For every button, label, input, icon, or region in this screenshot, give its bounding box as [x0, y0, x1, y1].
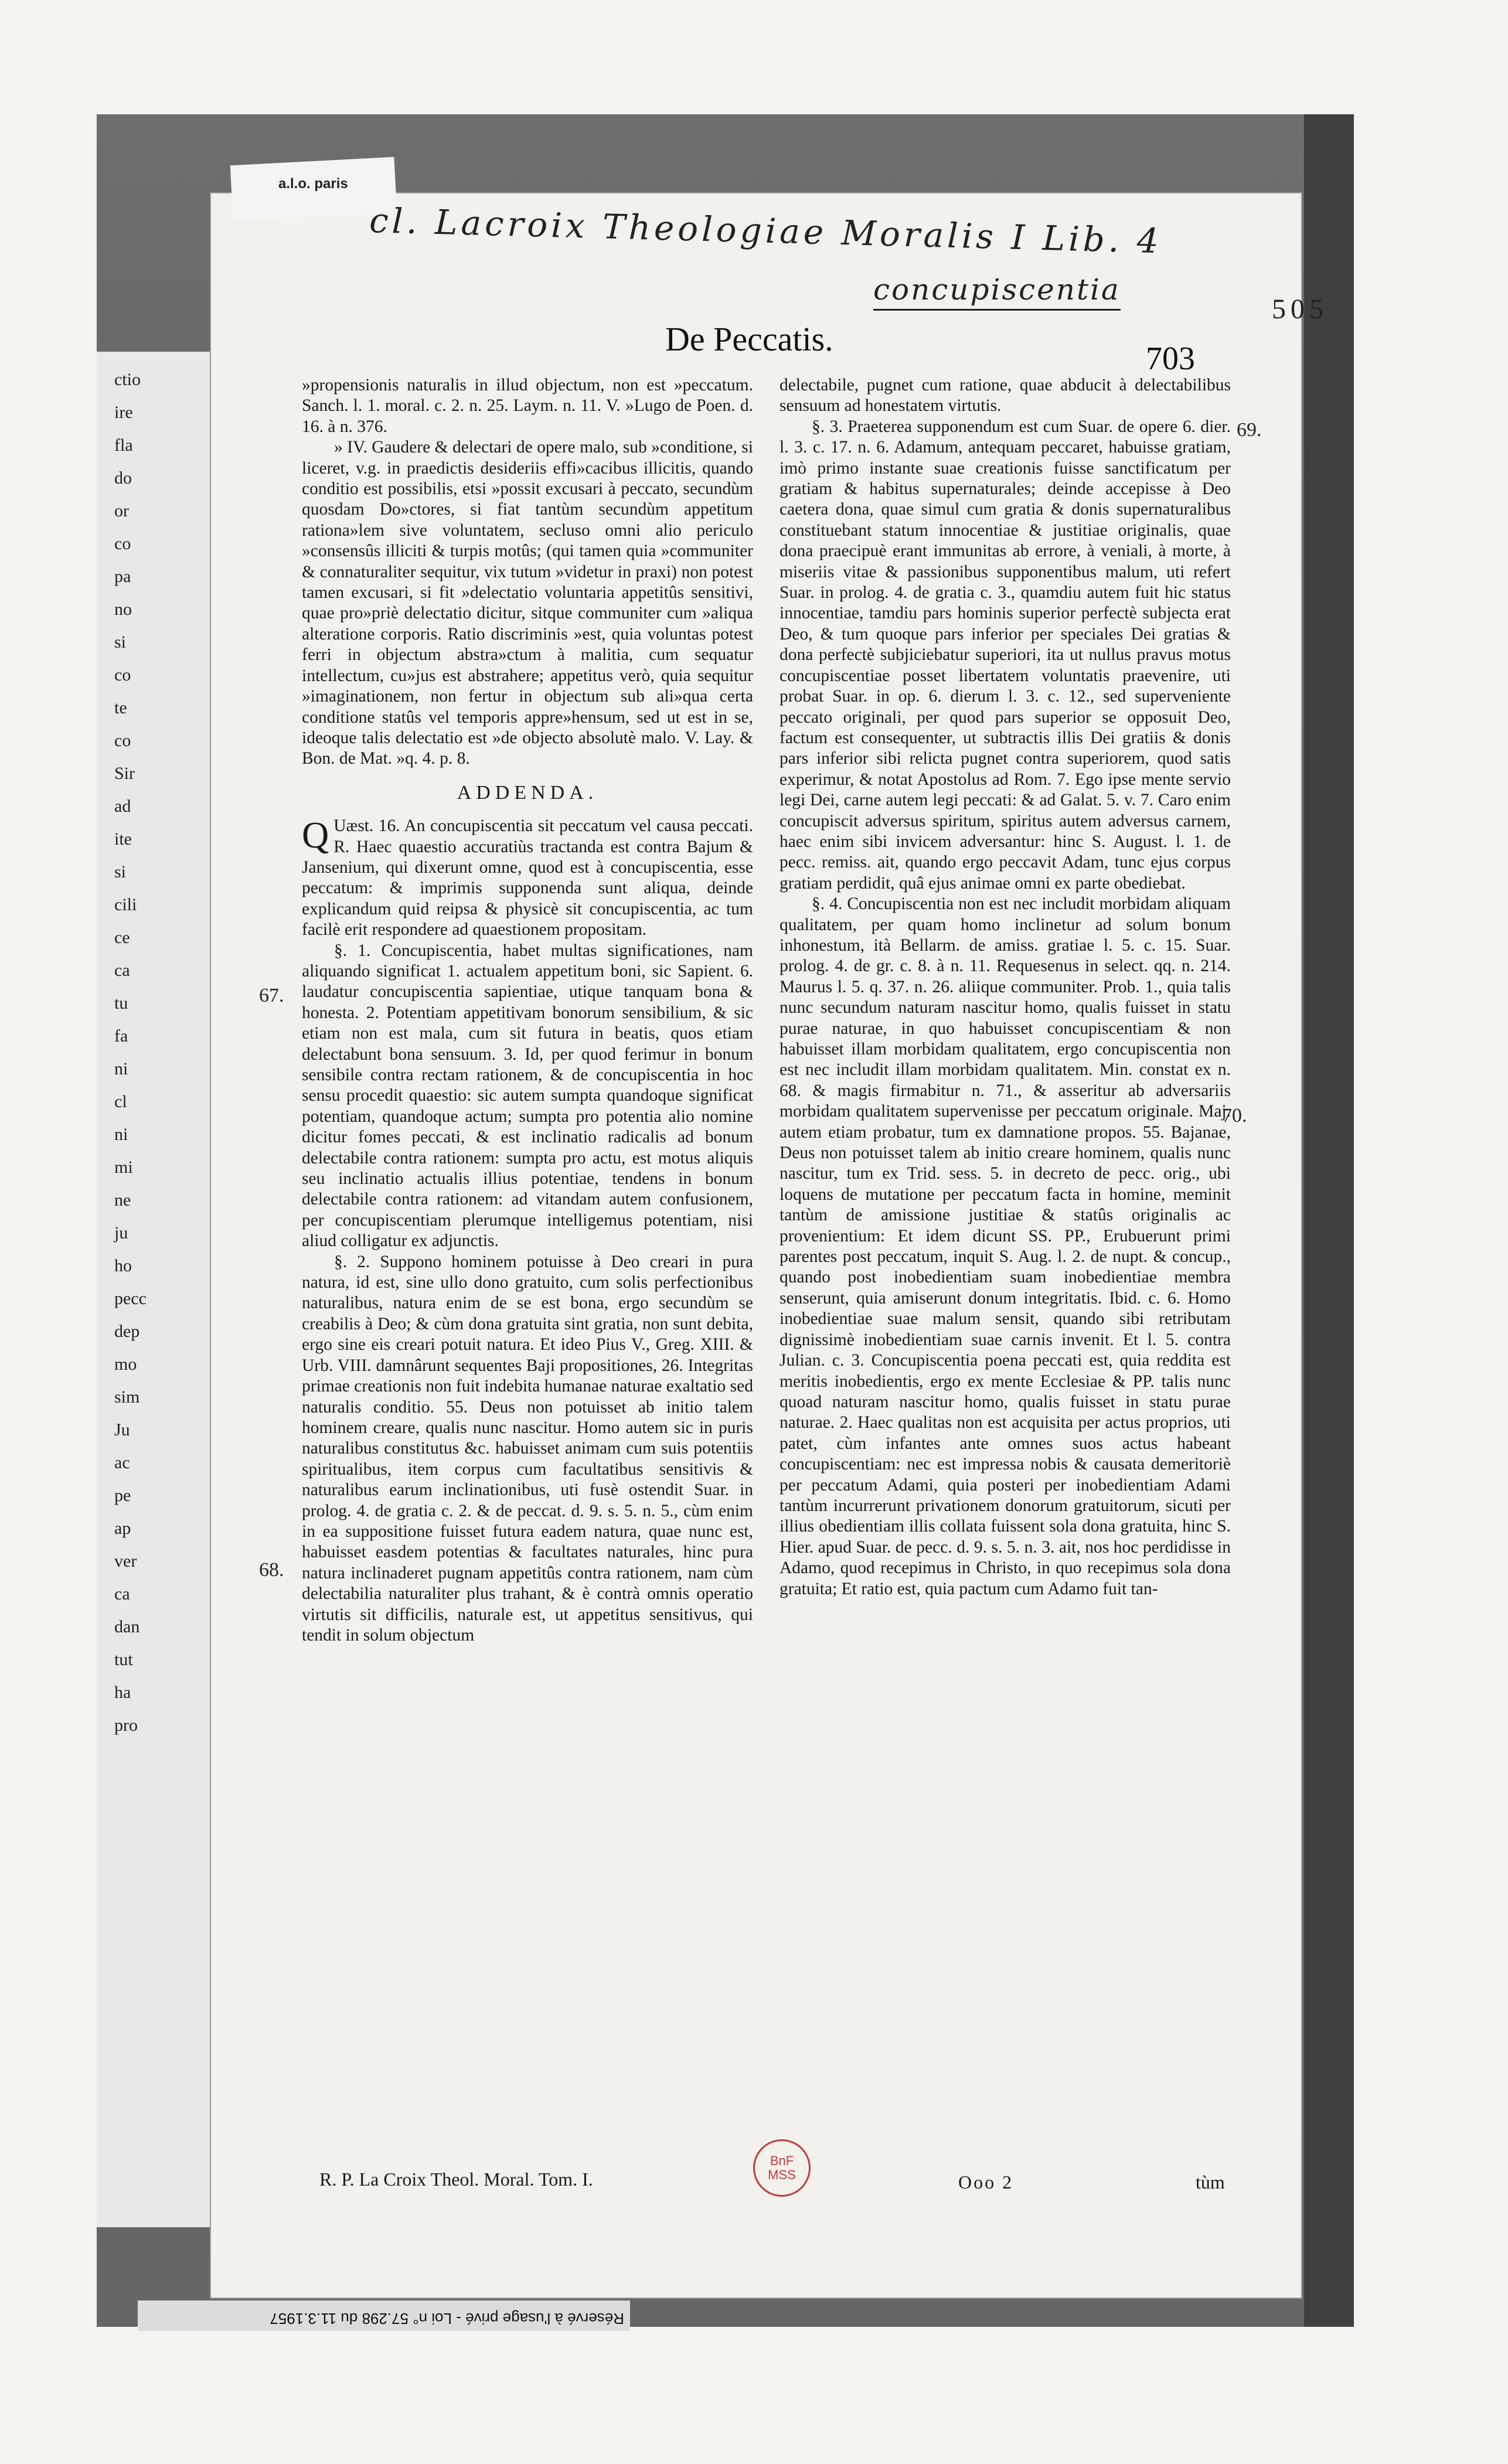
- strip-word: no: [114, 600, 132, 619]
- paragraph-question: [302, 816, 753, 940]
- paragraph: §. 4. Concupiscentia non est nec includit morbidam aliquam qualitatem, per quam homo inclinetur ad solum bonum inhonestum, ità Bellarm. de amiss. gratiae l. 5. c. 15. Suar. prolog. 4. de gr. c. 8. à n. 11. Requesenus in select. qq. n. 214. Maurus l. 5. q. 37. n. 26. aliique communiter. Prob. 1., quia talis nunc secundum naturam nascitur homo, qualis fuisset in statu purae naturae, in quo habuisset concupiscentiam & non habuisset illam morbidam qualitatem, ergo concupiscentia non est nec includit illam morbidam qualitatem. Min. constat ex n. 68. & magis firmabitur n. 71., & asseritur ab adversariis morbidam qualitatem supervenisse per peccatum originale. Maj. autem etiam probatur, tum ex damnatione propos. 55. Bajanae, Deus non potuisset talem ab initio creare hominem, qualis nunc nascitur, tum ex Trid. sess. 5. in decreto de pecc. orig., ubi loquens de mutatione per peccatum facta in homine, meminit tantùm de amissione justitiae & statûs originalis ac provenientium: Et idem dicunt SS. PP., Erubuerunt primi parentes post peccatum, inquit S. Aug. l. 2. de nupt. & concup., quando post inobedientiam suam inobedientiae membra senserunt, quia amiserunt donum integritatis. Ibid. c. 6. Homo inobedientiae suae malum sensit, quando sibi retributam dignissimè inobedientiam suae carnis invenit. Et l. 5. contra Julian. c. 3. Concupiscentia poena peccati est, quia reddita est meritis inobedientis, ergo ex mente Ecclesiae & PP. talis nunc quoad naturam nascitur homo, qualis fuisset in statu purae naturae. 2. Haec qualitas non est acquisita per actus proprios, uti patet, cùm infantes ante omnes suos actus habeant concupiscentiam: nec est impressa nobis & causata demeritoriè per peccatum Adami, quia posteri per inobedientiam Adami tantùm incurrerunt privationem donorum gratuitorum, sicuti per illius obedientiam illis collata fuissent sola dona gratuita, hinc S. Hier. apud Suar. de pecc. d. 9. s. 5. n. 3. ait, nos hoc perdidisse in Adamo, quod recepimus in Christo, in quo recepimus sola dona gratuita; Et ratio est, quia pactum cum Adamo fuit tan-: [779, 894, 1231, 1598]
- margin-number: 68.: [259, 1559, 284, 1581]
- strip-word: co: [114, 731, 131, 750]
- strip-word: tu: [114, 993, 128, 1013]
- strip-word: pecc: [114, 1289, 147, 1308]
- strip-word: Sir: [114, 764, 135, 783]
- drop-cap: Q: [302, 814, 329, 856]
- strip-word: tut: [114, 1650, 133, 1669]
- strip-word: te: [114, 698, 127, 717]
- strip-word: dan: [114, 1617, 140, 1636]
- handwritten-note: cl. Lacroix Theologiae Moralis I Lib. 4: [369, 200, 1163, 261]
- photocopy-right-edge: [1304, 114, 1354, 2327]
- paragraph: delectabile, pugnet cum ratione, quae abducit à delectabilibus sensuum ad honestatem virtutis.: [779, 376, 1231, 416]
- handwritten-subject: concupiscentia: [873, 273, 1121, 311]
- strip-word: mo: [114, 1354, 137, 1374]
- strip-word: si: [114, 632, 127, 652]
- paragraph: »propensionis naturalis in illud objectum, non est »peccatum. Sanch. l. 1. moral. c. 2. n. 25. Laym. n. 11. V. »Lugo de Poen. d. 16. à n. 376.: [302, 376, 753, 436]
- strip-word: ap: [114, 1519, 131, 1538]
- strip-word: sim: [114, 1387, 140, 1407]
- paragraph: §. 2. Suppono hominem potuisse à Deo creari in pura natura, id est, sine ullo dono gratuito, cum solis perfectionibus naturalibus, natura enim de se est bona, ergo secundùm se creabilis à Deo; & cùm dona gratuita sint gratia, non sunt debita, ergo sine eis creari potuit natura. Et ideo Pius V., Greg. XIII. & Urb. VIII. damnârunt sequentes Baji propositiones, 26. Integritas primae creationis non fuit indebita humanae naturae exaltatio sed naturalis conditio. 55. Deus non potuisset ab initio talem hominem creare, qualis nunc nascitur. Homo autem sic in puris naturalibus constitutus &c. habuisset animam cum suis potentiis spiritualibus, item corpus cum facultatibus sensitivis & naturalibus earum inclinationibus, uti fusè ostendit Suar. in prolog. 4. de gratia c. 2. & de peccat. d. 9. s. 5. n. 5., cùm enim in ea suppositione fuisset futura eadem natura, quae nunc est, habuisset easdem potentias & facultates naturales, hinc pura natura inclinaderet pugnam appetitûs contra rationem, nam cùm delectabilia naturaliter plus trahant, & è contrà omnis operatio virtutis sit difficilis, naturale est, ut appetitus sensitivus, qui tendit in solum objectum: [302, 1252, 753, 1645]
- reproduction-notice: Réservé à l'usage privé - Loi n° 57.298 du 11.3.1957: [138, 2300, 630, 2331]
- strip-word: ju: [114, 1223, 128, 1243]
- margin-number: 67.: [259, 985, 284, 1006]
- tab-label: a.l.o. paris: [278, 176, 348, 192]
- stamp-line1: BnF: [770, 2153, 794, 2168]
- strip-word: ca: [114, 1584, 130, 1604]
- strip-word: Ju: [114, 1420, 130, 1439]
- strip-word: fa: [114, 1026, 128, 1046]
- page-number: 703: [1146, 341, 1195, 377]
- margin-number: 70.: [1222, 1105, 1247, 1127]
- strip-word: ctio: [114, 370, 141, 389]
- library-stamp: [753, 2139, 811, 2197]
- strip-word: ce: [114, 928, 130, 947]
- strip-word: ni: [114, 1059, 128, 1078]
- paragraph: » IV. Gaudere & delectari de opere malo, sub »conditione, si liceret, v.g. in praedictis desideriis effi»cacibus illicitis, quando conditio est possibilis, etsi »possit excusari à peccato, secundùm quosdam Do»ctores, si fiat tantùm secundùm appetitum rationa»lem sive voluntatem, secluso omni alio periculo »consensûs illiciti & turpis motûs; (qui tamen quia »communiter & connaturaliter sequitur, vix tutum »videtur in praxi) non potest tamen excusari, si fit »delectatio voluntaria appetitûs sensitivi, quae pro»priè delectatio dicitur, sitque communiter cum »aliqua alteratione corporis. Ratio discriminis »est, quia voluntas potest ferri in objectum abstra»ctum à malitia, cum sequatur intellectum, cu»jus est abstrahere; appetitus verò, quia sequitur »imaginationem, non fertur in objectum sub ali»qua certa conditione statûs vel temporis appre»hensum, sed ut est in se, ideoque talis delectatio est »de objecto absolutè malo. V. Lay. & Bon. de Mat. »q. 4. p. 8.: [302, 438, 753, 768]
- strip-word: pe: [114, 1486, 131, 1505]
- strip-word: pa: [114, 567, 131, 586]
- footer-author: R. P. La Croix Theol. Moral. Tom. I.: [319, 2169, 593, 2190]
- strip-word: or: [114, 501, 129, 520]
- strip-word: mi: [114, 1158, 133, 1177]
- strip-word: ne: [114, 1190, 131, 1210]
- strip-word: cl: [114, 1092, 127, 1111]
- strip-word: fla: [114, 435, 133, 455]
- addenda-heading: ADDENDA.: [457, 781, 598, 804]
- strip-word: do: [114, 468, 132, 488]
- strip-word: dep: [114, 1322, 140, 1341]
- catchword: tùm: [1196, 2172, 1225, 2193]
- right-column: [779, 375, 1231, 1599]
- strip-word: ire: [114, 403, 133, 422]
- strip-word: si: [114, 862, 127, 882]
- stamp-line2: MSS: [768, 2167, 796, 2182]
- strip-word: co: [114, 534, 131, 553]
- strip-word: ad: [114, 797, 131, 816]
- paragraph: §. 3. Praeterea supponendum est cum Suar. de opere 6. dier. l. 3. c. 17. n. 6. Adamum, antequam peccaret, habuisse gratiam, imò primo instante suae creationis fuisse sanctificatum per gratiam & habitus supernaturales; deinde accepisse à Deo caetera dona, quae simul cum gratia & donis supernaturalibus constituebant statum innocentiae & justitiae originalis, quae dona praecipuè erant immunitas ab errore, à veniali, à morte, à miseriis vitae & passionibus supponentibus malum, uti refert Suar. in prolog. 4. de gratia c. 3., quamdiu autem fuit hic status innocentiae, tamdiu pars hominis superior perfectè subjecta erat Deo, & tum quoque pars inferior per speciales Dei gratias & dona perfectè subjiciebatur superiori, ita ut nullus pravus motus concupiscentiae posset libertatem voluntatis praevenire, uti probat Suar. in op. 6. dierum l. 3. c. 12., sed superveniente peccato originali, per quod pars superior se opposuit Deo, factum est consequenter, ut subtractis illis Dei gratiis & donis pars inferior sibi relicta pugnet contra superiorem, quod satis experimur, & notat Apostolus ad Rom. 7. Ego ipse mente servio legi Dei, carne autem legi peccati: & ad Galat. 5. v. 7. Caro enim concupiscit adversus spiritum, spiritus autem adversus carnem, haec enim sibi invicem adversantur: hinc S. August. l. 1. de pecc. remiss. ait, quando ergo peccavit Adam, tunc ejus corpus gratiam perdidit, quâ ejus animae omni ex parte obediebat.: [779, 417, 1231, 893]
- left-column: [302, 375, 753, 1646]
- strip-word: ac: [114, 1453, 130, 1472]
- strip-word: ite: [114, 829, 132, 849]
- signature-mark: Ooo 2: [958, 2172, 1014, 2193]
- question-text: Uæst. 16. An concupiscentia sit peccatum vel causa peccati. R. Haec quaestio accuratiùs tractanda est contra Bajum & Jansenium, qui dixerunt omne, quod est à concupiscentia, esse peccatum: & imprimis supponenda sunt aliqua, deinde explicandum quid reipsa & physicè sit concupiscentia, ac tum facilè erit respondere ad quaestionem propositam.: [302, 816, 753, 940]
- strip-word: co: [114, 665, 131, 685]
- paragraph: §. 1. Concupiscentia, habet multas significationes, nam aliquando significat 1. actualem appetitum boni, sic Sapient. 6. laudatur concupiscentia sapientiae, utique tanquam bona & honesta. 2. Potentiam appetitivam bonorum sensibilium, & sic etiam non est mala, cum sit futura in beatis, quos etiam delectabunt bona sensuum. 3. Id, per quod ferimur in bonum sensibile contra rectam rationem, & de concupiscentia in hoc sensu procedit quaestio: sic autem sumpta quandoque significat potentiam, quandoque actum; sumpta pro potentia alio nomine dicitur fomes peccati, & est inclinatio radicalis ad bonum delectabile contra rationem: sumpta pro actu, est motus aliquis seu inclinatio actualis illius potentiae, tendens in bonum delectabile contra rationem: ad vitandam autem confusionem, per concupiscentiam plerumque intelligemus potentiam, nisi aliud colligatur ex adjunctis.: [302, 941, 753, 1251]
- strip-word: pro: [114, 1716, 138, 1735]
- strip-word: ni: [114, 1125, 128, 1144]
- strip-word: cili: [114, 895, 137, 914]
- left-strip-words: [114, 363, 208, 1742]
- strip-word: ver: [114, 1551, 137, 1571]
- strip-word: ho: [114, 1256, 132, 1275]
- margin-number: 69.: [1237, 419, 1262, 441]
- folio-number: 505: [1272, 294, 1328, 325]
- strip-word: ca: [114, 961, 130, 980]
- running-title: De Peccatis.: [665, 320, 833, 358]
- strip-word: ha: [114, 1683, 131, 1702]
